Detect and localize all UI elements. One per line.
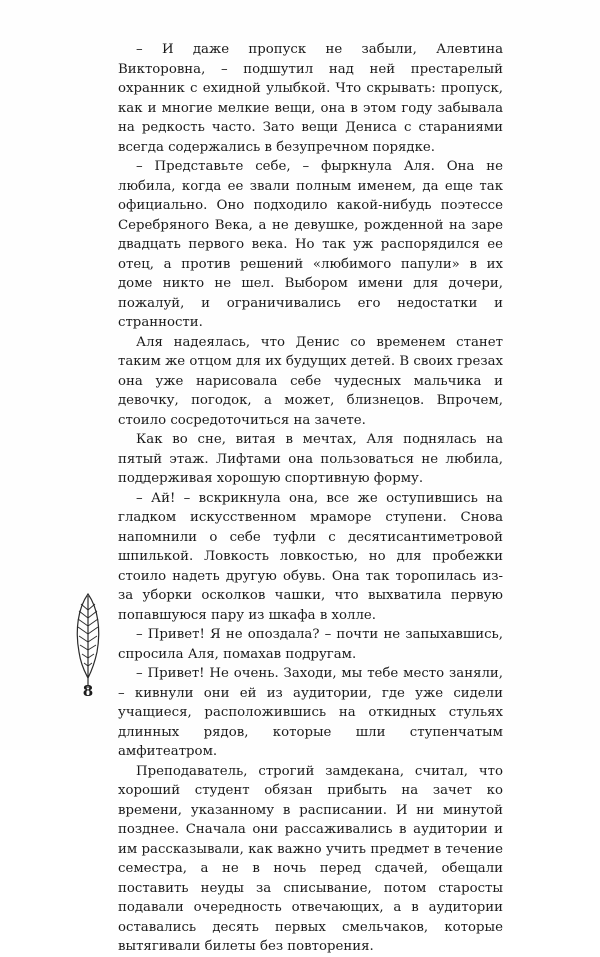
paragraph-5: – Ай! – вскрикнула она, все же оступившись на гладком искусственном мраморе ступени. Снова напомнили о себе туфли с десятисантиметровой шпилькой. Ловкость ловкостью, но для пробежки стоило надеть другую обувь. Она так торопилась из-за уборки осколков чашки, что выхватила первую попавшуюся пару из шкафа в холле.: [118, 490, 503, 623]
page-number: 8: [82, 682, 94, 700]
paragraph-4: Как во сне, витая в мечтах, Аля поднялась на пятый этаж. Лифтами она пользоваться не любила, поддерживая хорошую спортивную форму.: [118, 432, 503, 486]
paragraph-2: – Представьте себе, – фыркнула Аля. Она не любила, когда ее звали полным именем, да еще так официально. Оно подходило какой-нибудь поэтессе Серебряного Века, а не девушке, рожденной на заре двадцать первого века. Но так уж распорядился ее отец, а против решений «любимого папули» в их доме никто не шел. Выбором имени для дочери, пожалуй, и ограничивались его недостатки и странности.: [118, 159, 503, 330]
paragraph-3: Аля надеялась, что Денис со временем станет таким же отцом для их будущих детей. В своих грезах она уже нарисовала себе чудесных мальчика и девочку, погодок, а может, близнецов. Впрочем, стоило сосредоточиться на зачете.: [118, 334, 503, 428]
body-text: [118, 40, 503, 957]
paragraph-7: – Привет! Не очень. Заходи, мы тебе место заняли, – кивнули они ей из аудитории, где уже сидели учащиеся, расположившись на откидных стульях длинных рядов, которые шли ступенчатым амфитеатром.: [118, 666, 503, 759]
paragraph-8: Преподаватель, строгий замдекана, считал, что хороший студент обязан прибыть на зачет ко времени, указанному в расписании. И ни минутой позднее. Сначала они рассаживались в аудитории и им рассказывали, как важно учить предмет в течение семестра, а не в ночь перед сдачей, обещали поставить неуды за списывание, потом старосты подавали очередность отвечающих, а в аудитории оставались десять первых смельчаков, которые вытягивали билеты без повторения.: [118, 763, 503, 954]
paragraph-1: – И даже пропуск не забыли, Алевтина Викторовна, – подшутил над ней престарелый охранник с ехидной улыбкой. Что скрывать: пропуск, как и многие мелкие вещи, она в этом году забывала на редкость часто. Зато вещи Дениса с стараниями всегда содержались в безупречном порядке.: [118, 42, 503, 155]
paragraph-6: – Привет! Я не опоздала? – почти не запыхавшись, спросила Аля, помахав подругам.: [118, 627, 503, 662]
feather-icon: [68, 590, 108, 690]
